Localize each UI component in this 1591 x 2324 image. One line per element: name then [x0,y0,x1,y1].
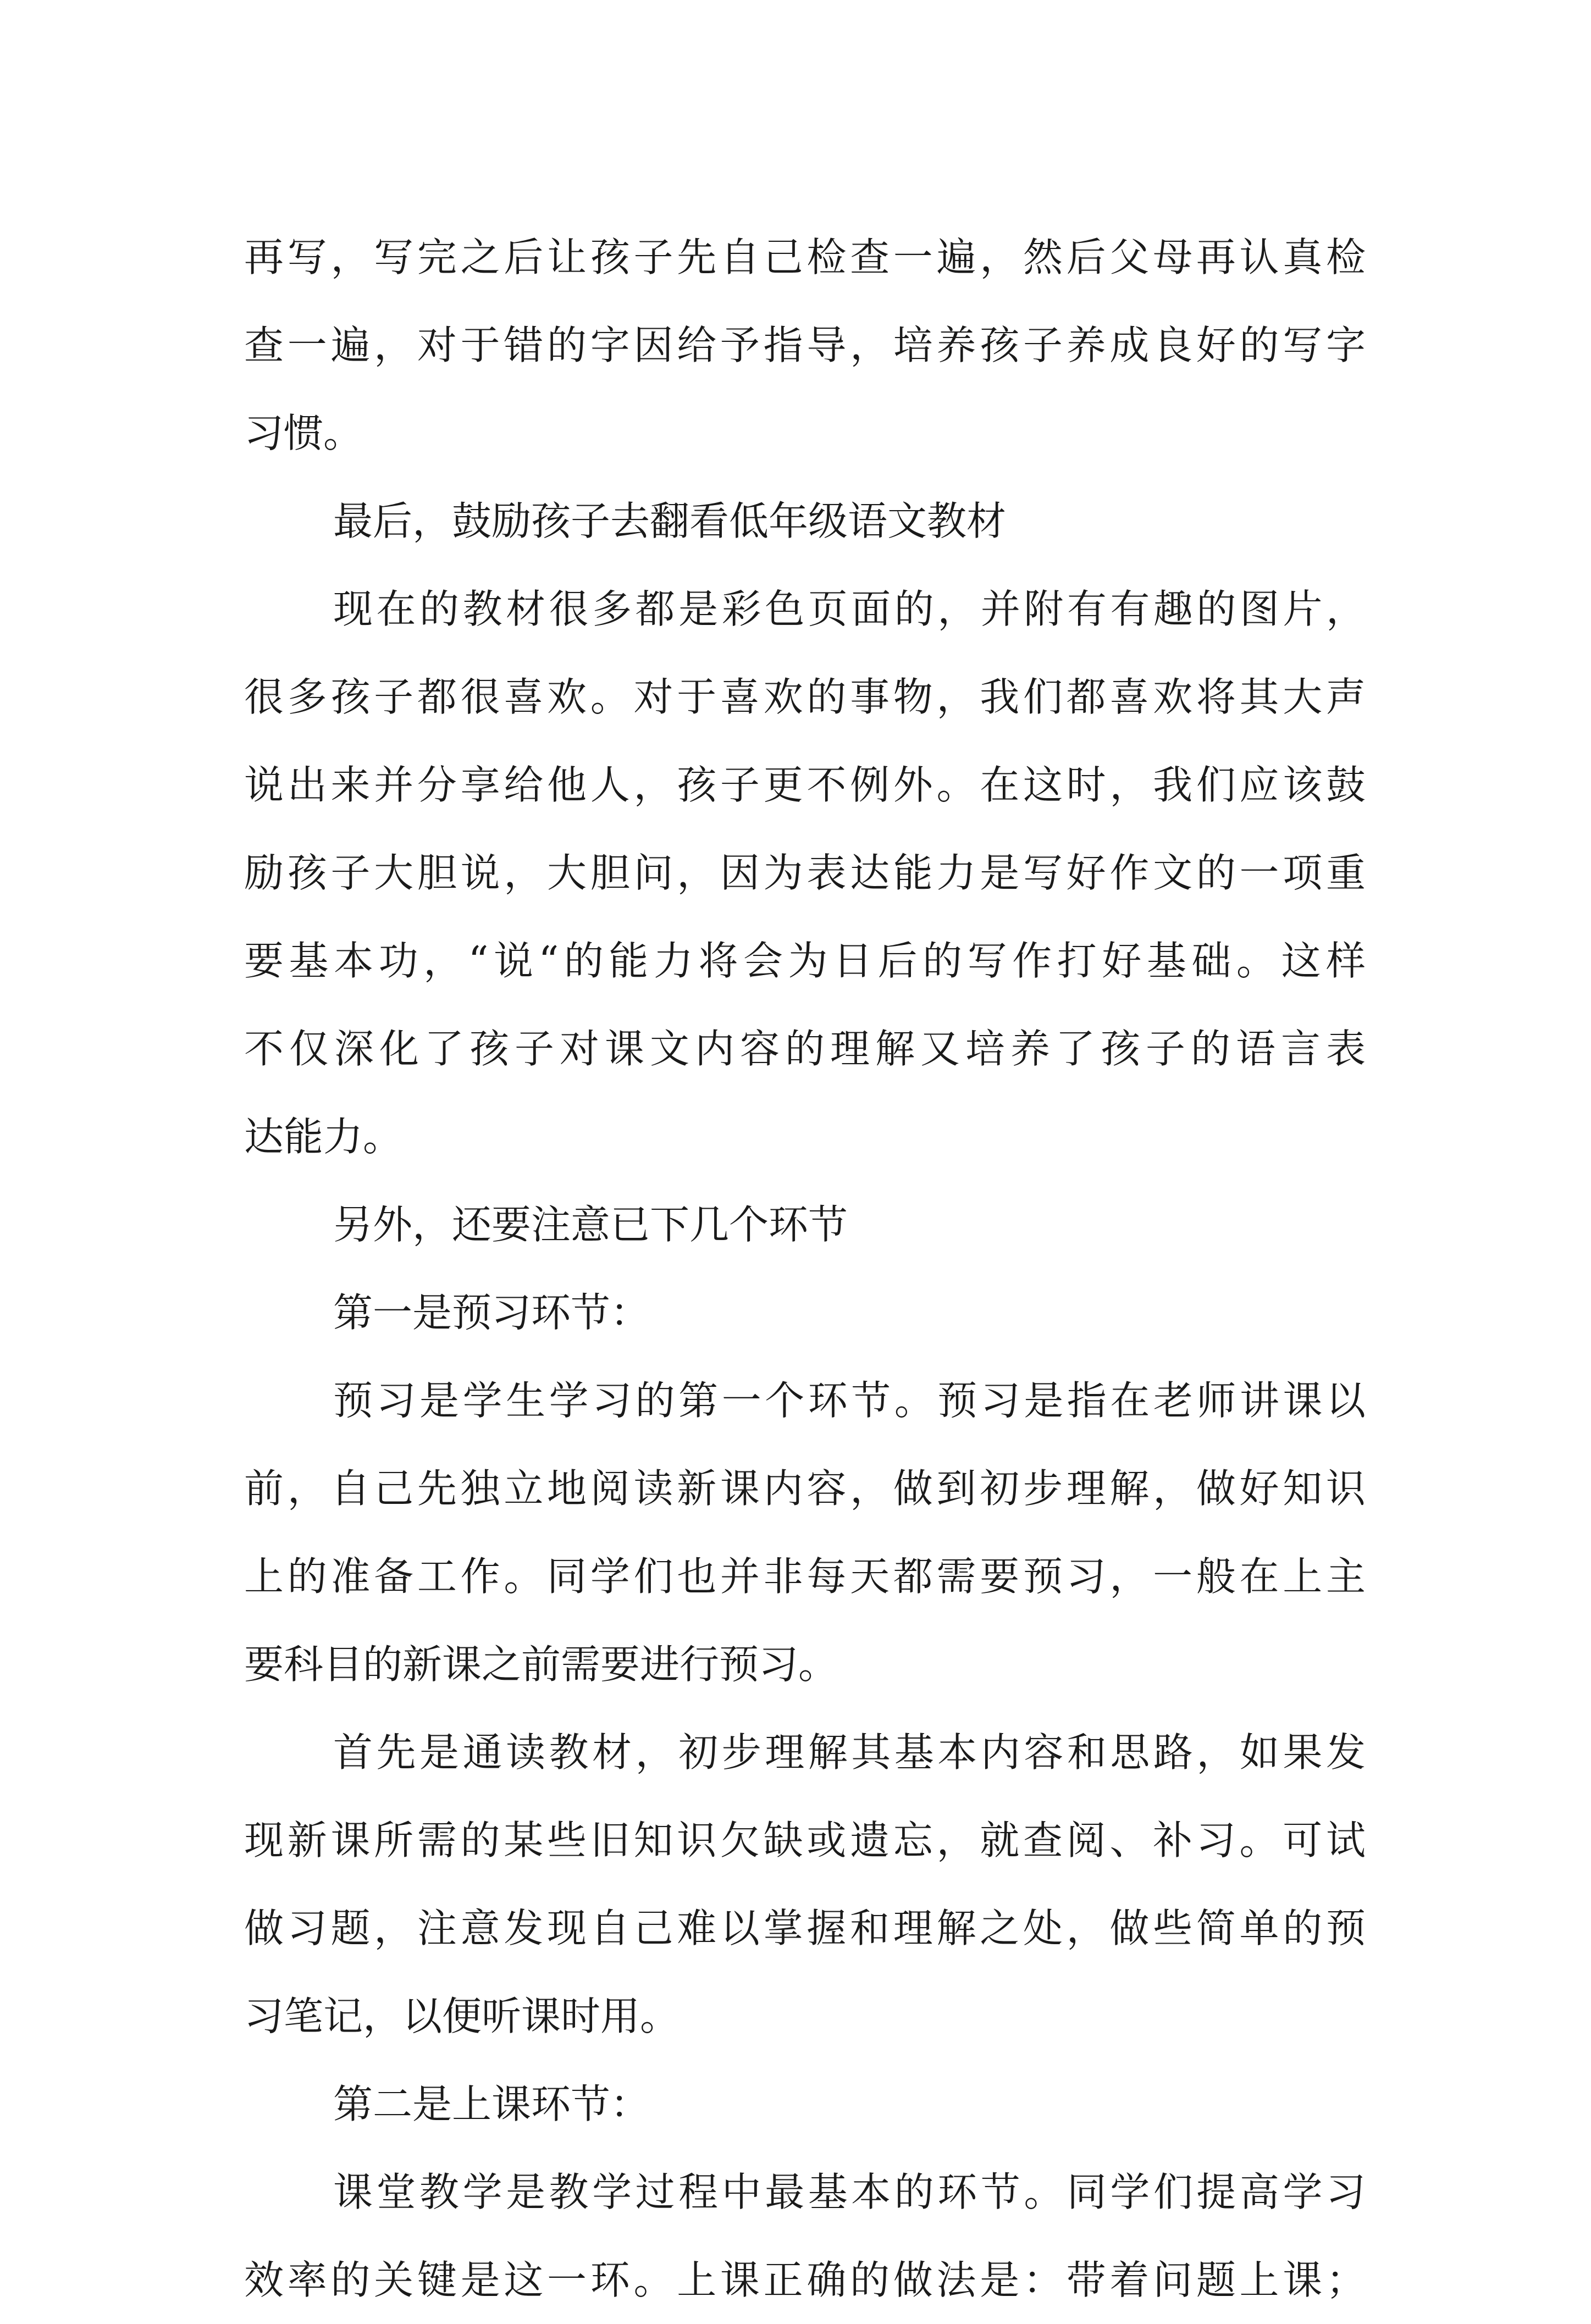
text-line: 第一是预习环节： [333,1290,650,1336]
text-line: 查一遍，对于错的字因给予指导，培养孩子养成良好的写字 [244,322,1366,368]
text-line: 效率的关键是这一环。上课正确的做法是：带着问题上课； [244,2257,1366,2303]
text-line: 做习题，注意发现自己难以掌握和理解之处，做些简单的预 [244,1905,1366,1951]
text-line: 要基本功，“说“的能力将会为日后的写作打好基础。这样 [244,938,1366,984]
text-line: 很多孩子都很喜欢。对于喜欢的事物，我们都喜欢将其大声 [244,674,1366,720]
text-line: 再写，写完之后让孩子先自己检查一遍，然后父母再认真检 [244,234,1366,280]
text-line: 习笔记，以便听课时用。 [244,1993,680,2039]
text-line: 习惯。 [244,410,363,456]
text-line: 达能力。 [244,1114,403,1160]
text-line: 首先是通读教材，初步理解其基本内容和思路，如果发 [333,1729,1366,1775]
text-line: 现新课所需的某些旧知识欠缺或遗忘，就查阅、补习。可试 [244,1817,1366,1863]
text-line: 最后，鼓励孩子去翻看低年级语文教材 [333,498,1007,544]
text-line: 课堂教学是教学过程中最基本的环节。同学们提高学习 [333,2169,1366,2215]
text-line: 第二是上课环节： [333,2081,650,2127]
text-line: 预习是学生学习的第一个环节。预习是指在老师讲课以 [333,1377,1366,1424]
text-line: 另外，还要注意已下几个环节 [333,1202,848,1248]
text-line: 上的准备工作。同学们也并非每天都需要预习，一般在上主 [244,1553,1366,1600]
text-line: 说出来并分享给他人，孩子更不例外。在这时，我们应该鼓 [244,762,1366,808]
text-line: 要科目的新课之前需要进行预习。 [244,1641,838,1687]
text-line: 前，自己先独立地阅读新课内容，做到初步理解，做好知识 [244,1465,1366,1512]
text-line: 不仅深化了孩子对课文内容的理解又培养了孩子的语言表 [244,1026,1366,1072]
text-line: 励孩子大胆说，大胆问，因为表达能力是写好作文的一项重 [244,850,1366,896]
text-line: 现在的教材很多都是彩色页面的，并附有有趣的图片， [333,586,1366,632]
document-body [244,213,1366,2324]
